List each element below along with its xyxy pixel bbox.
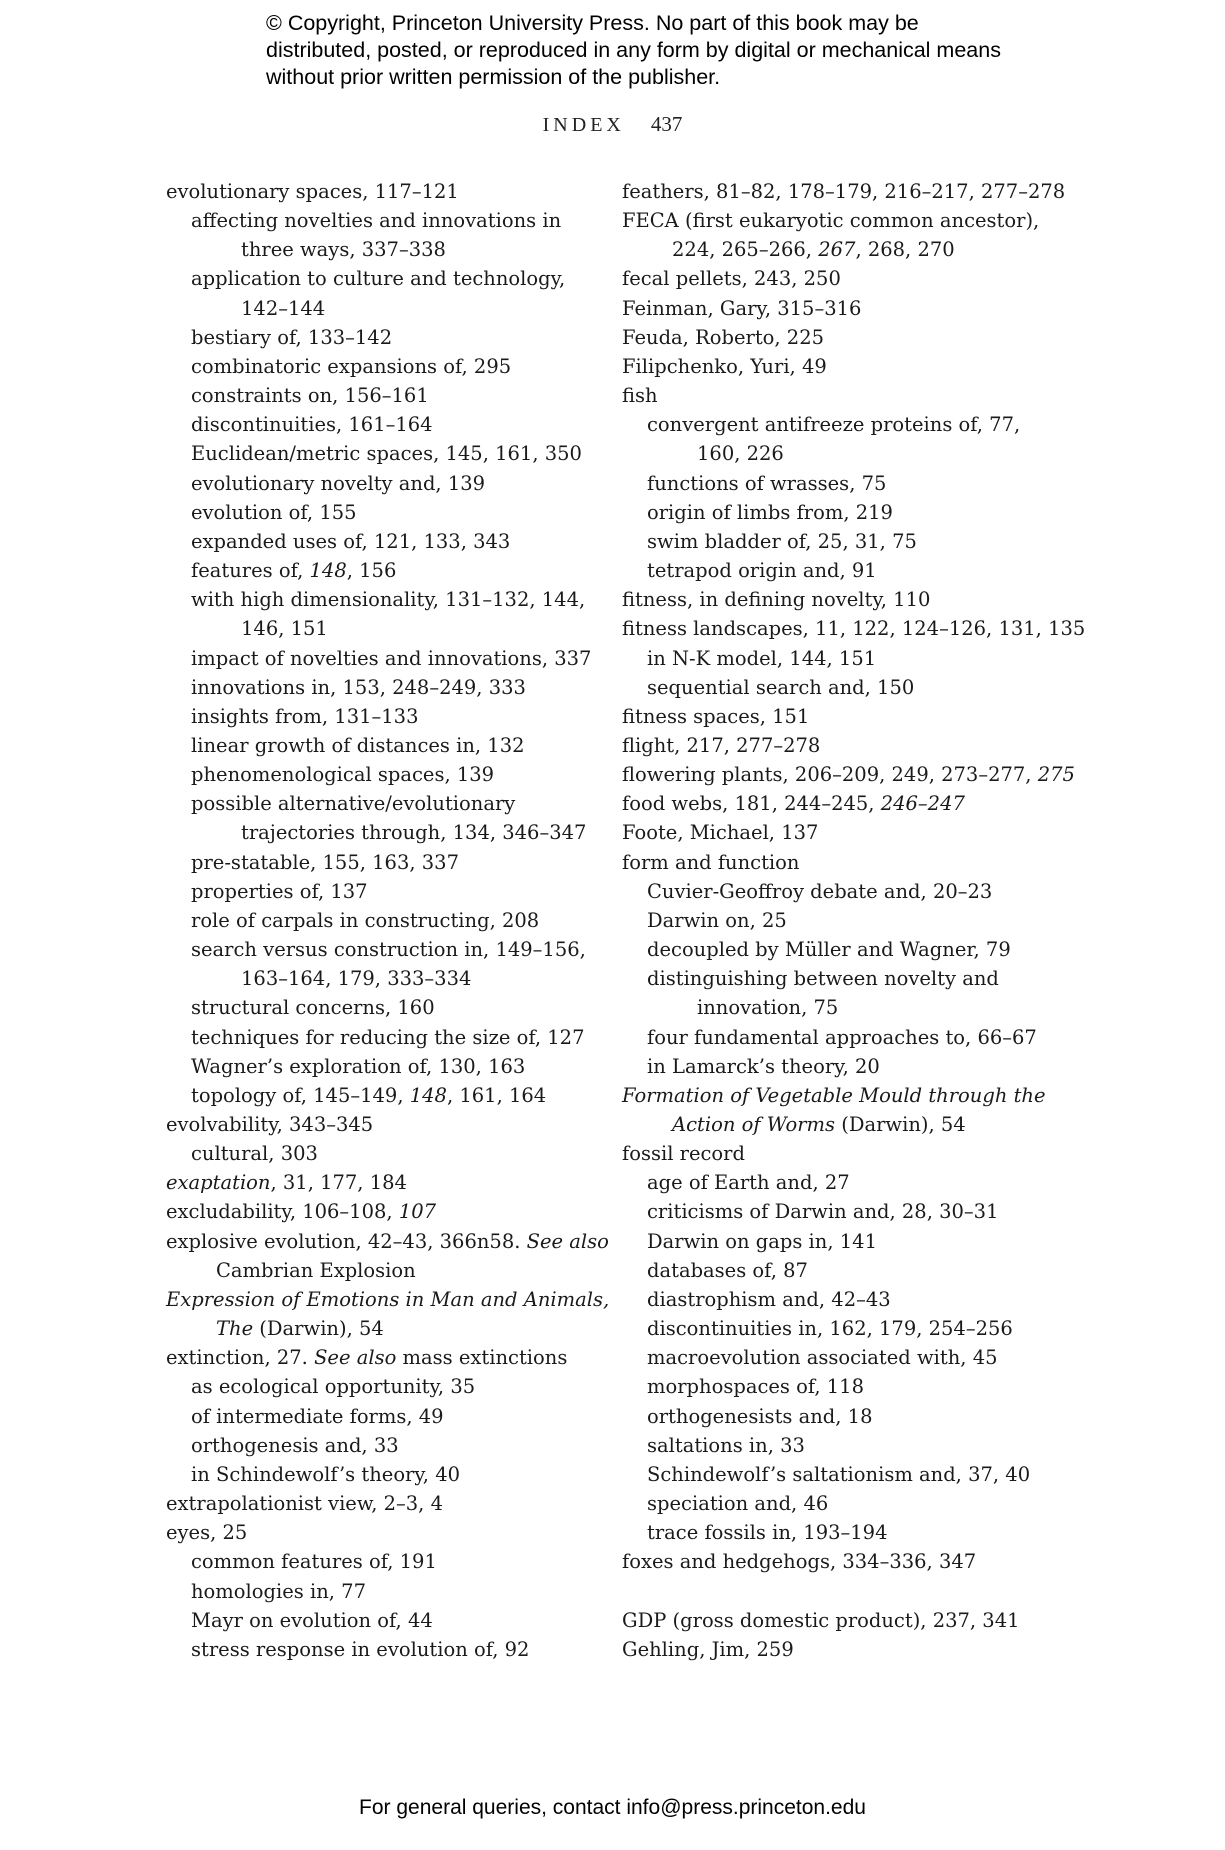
index-entry: form and function	[622, 850, 800, 874]
index-subentry: Darwin on, 25	[647, 908, 787, 932]
running-head-title: INDEX	[542, 114, 625, 136]
index-entry: Expression of Emotions in Man and Animals, The (Darwin), 54	[166, 1287, 610, 1341]
index-entry: explosive evolution, 42–43, 366n58. See also Cambrian Explosion	[166, 1229, 609, 1282]
index-subentry: distinguishing between novelty and innovation, 75	[647, 967, 999, 1020]
index-subentry: four fundamental approaches to, 66–67	[647, 1025, 1037, 1049]
index-entry: FECA (first eukaryotic common ancestor), 224, 265–266, 267, 268, 270	[622, 209, 1040, 262]
index-subentry: affecting novelties and innovations in three ways, 337–338	[191, 209, 562, 262]
index-subentry: constraints on, 156–161	[191, 384, 429, 408]
index-subentry: in N-K model, 144, 151	[647, 646, 877, 670]
index-column-left	[166, 177, 610, 1664]
index-subentry: application to culture and technology, 142–144	[191, 267, 566, 320]
index-subentry: expanded uses of, 121, 133, 343	[191, 529, 511, 553]
index-subentry: orthogenesists and, 18	[647, 1404, 873, 1428]
index-subentry: trace fossils in, 193–194	[647, 1521, 888, 1545]
index-entry: fitness spaces, 151	[622, 704, 810, 728]
index-subentry: evolution of, 155	[191, 500, 357, 524]
index-subentry: saltations in, 33	[647, 1433, 805, 1457]
index-subentry: morphospaces of, 118	[647, 1375, 864, 1399]
index-column-right	[622, 177, 1086, 1664]
index-subentry: phenomenological spaces, 139	[191, 763, 495, 787]
index-subentry: search versus construction in, 149–156, 163–164, 179, 333–334	[191, 938, 586, 991]
index-subentry: insights from, 131–133	[191, 704, 419, 728]
index-entry: Gehling, Jim, 259	[622, 1637, 794, 1661]
copyright-notice: © Copyright, Princeton University Press. No part of this book may be distributed, posted, or reproduced in any form by digital or mechanical means without prior written permission of the publisher.	[266, 11, 1001, 89]
index-entry: flight, 217, 277–278	[622, 733, 821, 757]
index-subentry: impact of novelties and innovations, 337	[191, 646, 592, 670]
index-subentry: with high dimensionality, 131–132, 144, 146, 151	[191, 588, 586, 641]
index-entry: GDP (gross domestic product), 237, 341	[622, 1608, 1020, 1632]
index-subentry: functions of wrasses, 75	[647, 471, 887, 495]
index-subentry: properties of, 137	[191, 879, 368, 903]
index-subentry: discontinuities, 161–164	[191, 413, 433, 437]
index-subentry: swim bladder of, 25, 31, 75	[647, 529, 917, 553]
running-head	[0, 112, 1225, 137]
index-subentry: age of Earth and, 27	[647, 1171, 850, 1195]
index-entry: evolutionary spaces, 117–121	[166, 180, 459, 203]
index-entry: fecal pellets, 243, 250	[622, 267, 841, 291]
index-entry: extrapolationist view, 2–3, 4	[166, 1492, 443, 1516]
index-entry: Feuda, Roberto, 225	[622, 325, 825, 349]
index-subentry: as ecological opportunity, 35	[191, 1375, 476, 1399]
index-subentry: sequential search and, 150	[647, 675, 915, 699]
index-subentry: pre-statable, 155, 163, 337	[191, 850, 459, 874]
index-entry: Feinman, Gary, 315–316	[622, 296, 862, 320]
index-entry: eyes, 25	[166, 1521, 248, 1545]
index-entry: Foote, Michael, 137	[622, 821, 819, 845]
index-entry: excludability, 106–108, 107	[166, 1200, 437, 1224]
index-entry: fitness, in defining novelty, 110	[622, 588, 931, 612]
index-subentry: origin of limbs from, 219	[647, 500, 893, 524]
page-number: 437	[650, 112, 683, 136]
index-subentry: speciation and, 46	[647, 1492, 829, 1516]
index-subentry: criticisms of Darwin and, 28, 30–31	[647, 1200, 999, 1224]
index-subentry: databases of, 87	[647, 1258, 808, 1282]
index-entry: flowering plants, 206–209, 249, 273–277, 275	[622, 763, 1075, 787]
index-subentry: macroevolution associated with, 45	[647, 1346, 998, 1370]
index-subentry: Darwin on gaps in, 141	[647, 1229, 877, 1253]
index-subentry: features of, 148, 156	[191, 559, 397, 583]
index-subentry: techniques for reducing the size of, 127	[191, 1025, 585, 1049]
index-entry: food webs, 181, 244–245, 246–247	[622, 792, 965, 816]
index-entry: exaptation, 31, 177, 184	[166, 1171, 407, 1195]
index-subentry: diastrophism and, 42–43	[647, 1287, 891, 1311]
index-subentry: bestiary of, 133–142	[191, 325, 393, 349]
footer-contact: For general queries, contact info@press.princeton.edu	[359, 1796, 866, 1819]
index-entry: fossil record	[622, 1142, 745, 1166]
index-subentry: common features of, 191	[191, 1550, 437, 1574]
index-entry: foxes and hedgehogs, 334–336, 347	[622, 1550, 977, 1574]
index-subentry: role of carpals in constructing, 208	[191, 908, 540, 932]
index-entry: Formation of Vegetable Mould through the Action of Worms (Darwin), 54	[622, 1083, 1046, 1136]
index-subentry: orthogenesis and, 33	[191, 1433, 399, 1457]
index-subentry: in Schindewolf’s theory, 40	[191, 1462, 461, 1486]
index-entry: extinction, 27. See also mass extinctions	[166, 1346, 568, 1370]
index-subentry: tetrapod origin and, 91	[647, 559, 877, 583]
index-entry: feathers, 81–82, 178–179, 216–217, 277–278	[622, 180, 1066, 203]
index-subentry: cultural, 303	[191, 1142, 318, 1166]
index-subentry: of intermediate forms, 49	[191, 1404, 444, 1428]
index-subentry: in Lamarck’s theory, 20	[647, 1054, 880, 1078]
index-entry: evolvability, 343–345	[166, 1113, 374, 1136]
index-subentry: convergent antifreeze proteins of, 77, 160, 226	[647, 413, 1021, 466]
index-subentry: combinatoric expansions of, 295	[191, 354, 512, 378]
index-subentry: Cuvier-Geoffroy debate and, 20–23	[647, 879, 993, 903]
index-subentry: discontinuities in, 162, 179, 254–256	[647, 1317, 1013, 1341]
index-subentry: evolutionary novelty and, 139	[191, 471, 486, 495]
index-subentry: homologies in, 77	[191, 1579, 366, 1603]
index-subentry: Schindewolf’s saltationism and, 37, 40	[647, 1462, 1031, 1486]
index-subentry: structural concerns, 160	[191, 996, 435, 1020]
index-subentry: Wagner’s exploration of, 130, 163	[191, 1054, 526, 1078]
index-subentry: stress response in evolution of, 92	[191, 1637, 530, 1661]
index-subentry: Euclidean/metric spaces, 145, 161, 350	[191, 442, 582, 466]
index-entry: Filipchenko, Yuri, 49	[622, 354, 827, 378]
index-entry: fitness landscapes, 11, 122, 124–126, 131, 135	[622, 617, 1086, 641]
index-subentry: linear growth of distances in, 132	[191, 733, 525, 757]
index-subentry: innovations in, 153, 248–249, 333	[191, 675, 526, 699]
index-entry: fish	[622, 384, 658, 408]
index-subentry: possible alternative/evolutionary trajectories through, 134, 346–347	[191, 792, 587, 845]
index-subentry: topology of, 145–149, 148, 161, 164	[191, 1083, 547, 1107]
index-subentry: Mayr on evolution of, 44	[191, 1608, 433, 1632]
index-subentry: decoupled by Müller and Wagner, 79	[647, 938, 1011, 962]
